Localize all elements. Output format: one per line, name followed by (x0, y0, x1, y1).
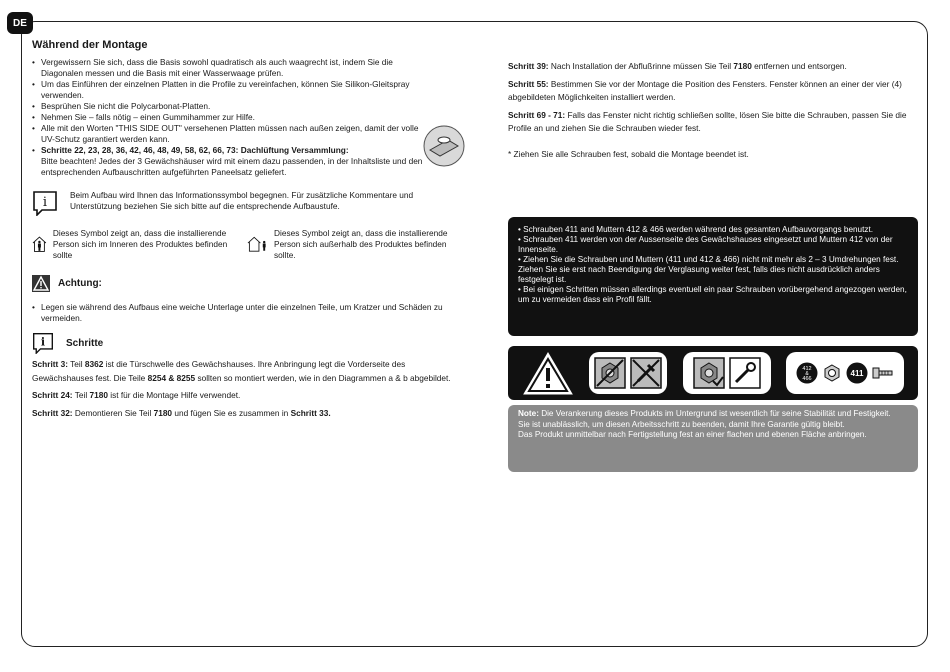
svg-text:i: i (40, 335, 46, 349)
list-item: • Ziehen Sie die Schrauben und Muttern (411 und 412 & 466) nicht mit mehr als 2 – 3 Umdrehungen fest. Ziehen Sie sie erst nach Beendigung der Verglasung weiter fest, falls dies nicht ausdrücklich anders festgelegt ist. (518, 255, 899, 284)
montage-title: Während der Montage (32, 39, 148, 51)
person-inside-text: Dieses Symbol zeigt an, dass die installierende Person sich im Inneren des Produktes befinden sollte (52, 228, 228, 260)
person-inside-icon (32, 228, 47, 260)
step-69-71-text (508, 109, 920, 136)
step-label: Schritt 39: (508, 61, 549, 71)
caution-triangle-icon (522, 350, 574, 396)
note-line-2: Sie ist unablässlich, um diesen Arbeitsschritt zu beenden, damit Ihre Garantie gültig bleibt. (518, 419, 845, 429)
part-number: 8362 (84, 359, 104, 369)
step-32-text (32, 407, 464, 421)
screw-number: 411 (850, 369, 864, 378)
step-text: entfernen und entsorgen. (751, 61, 847, 71)
info-text: Beim Aufbau wird Ihnen das Informationssymbol begegnen. Für zusätzliche Kommentare und Unterstützung beziehen Sie sich bitte auf die entsprechende Aufbaustufe. (70, 190, 414, 211)
part-number: 7180 (89, 390, 108, 400)
steps-list (32, 145, 464, 178)
step-text: Teil (67, 359, 85, 369)
screws-info-list (518, 225, 908, 305)
step-39-text (508, 60, 920, 74)
step-text: Nach Installation der Abflußrinne müssen Sie Teil (548, 61, 734, 71)
person-inside-block (32, 228, 237, 261)
step-label: Schritt 55: (508, 78, 549, 89)
nut-number-bottom: 466 (802, 376, 812, 382)
step-55-text (508, 78, 920, 105)
screw-icon (872, 363, 894, 383)
list-item: • Besprühen Sie nicht die Polycarbonat-Platten. (32, 101, 422, 112)
step-3-text (32, 358, 464, 385)
step-text: ist für die Montage Hilfe verwendet. (107, 390, 241, 400)
note-box (508, 405, 918, 472)
list-item: • Um das Einführen der einzelnen Platten in die Profile zu vereinfachen, können Sie Silikon-Gleitspray verwenden. (32, 79, 422, 101)
no-tighten-icons (589, 352, 667, 394)
person-outside-text: Dieses Symbol zeigt an, dass die installierende Person sich außerhalb des Produktes befinden sollte. (274, 228, 448, 260)
list-item: • Schrauben 411 werden von der Aussenseite des Gewächshauses eingesetzt und Muttern 412 von der Innenseite. (518, 235, 893, 254)
list-item: • Vergewissern Sie sich, dass die Basis sowohl quadratisch als auch waagrecht ist, indem Sie die Diagonalen messen und die Basis mit einer Wasserwaage prüfen. (32, 57, 422, 79)
list-item: • Schrauben 411 and Muttern 412 & 466 werden während des gesamten Aufbauvorgangs benutzt. (518, 225, 874, 234)
nut-check-icon (693, 357, 725, 389)
schritte-heading (32, 332, 464, 354)
achtung-heading (32, 275, 464, 292)
list-item: • Nehmen Sie – falls nötig – einen Gummihammer zur Hilfe. (32, 112, 422, 123)
step-text: Teil (72, 390, 90, 400)
tool-icon-bar (508, 346, 918, 400)
list-item: • Alle mit den Worten "THIS SIDE OUT" versehenen Platten müssen nach außen zeigen, damit der volle UV-Schutz garantiert werden kann. (32, 123, 422, 145)
step-text: ist die Türschwelle des Gewächshauses. Ihre Anbringung legt die Vorderseite des Gewächshauses fest. Die Teile (32, 359, 406, 383)
note-line-1 (518, 409, 908, 420)
step-label: Schritt 24: (32, 390, 73, 400)
svg-text:i: i (42, 195, 48, 210)
info-icon (32, 190, 58, 216)
nut-crossed-icon (594, 357, 626, 389)
step-text: sollten so montiert werden, wie in den Diagrammen a & b abgebildet. (195, 372, 451, 383)
step-label: Schritt 32: (32, 407, 73, 418)
right-column (508, 60, 920, 165)
spray-sheet-icon (422, 124, 466, 168)
step-text: Bestimmen Sie vor der Montage die Position des Fensters. Fenster können an einer der vier (4) abgebildeten Möglichkeiten installiert werden. (508, 78, 902, 102)
nut-icon (822, 363, 842, 383)
nut-number-top: 412 (802, 366, 812, 372)
nut-badge-icon (796, 362, 818, 384)
tighten-icons (683, 352, 771, 394)
screws-info-box (508, 217, 918, 336)
step-text: Falls das Fenster nicht richtig schließen sollte, lösen Sie bitte die Schrauben, passen Sie die Profile an und ziehen Sie die Schrauben wieder fest. (508, 109, 907, 133)
screw-badge-icon (846, 362, 868, 384)
fastener-icons (786, 352, 904, 394)
tool-crossed-icon (630, 357, 662, 389)
step-text: und fügen Sie es zusammen in (172, 407, 291, 418)
part-number: 7180 (733, 61, 752, 71)
list-item (32, 145, 464, 178)
step-24-text (32, 389, 464, 403)
part-number: 7180 (153, 407, 173, 418)
footnote: * Ziehen Sie alle Schrauben fest, sobald die Montage beendet ist. (508, 148, 749, 159)
left-column (32, 40, 464, 420)
steps-bullet-bold: Schritte 22, 23, 28, 36, 42, 46, 48, 49, 58, 62, 66, 73: Dachlüftung Versammlung: (41, 145, 349, 155)
language-tag: DE (7, 12, 33, 34)
note-line-3: Das Produkt unmittelbar nach Fertigstellung fest an einer flachen und ebenen Fläche anbringen. (518, 430, 867, 439)
montage-list (32, 57, 422, 145)
warning-icon (32, 275, 50, 292)
step-reference: Schritt 33. (290, 407, 331, 418)
person-outside-icon (247, 228, 268, 260)
wrench-icon (729, 357, 761, 389)
step-text: Demontieren Sie Teil (72, 407, 154, 418)
list-item: • Legen sie während des Aufbaus eine weiche Unterlage unter die einzelnen Teile, um Kratzer und Schäden zu vermeiden. (32, 302, 452, 324)
person-symbols (32, 228, 464, 261)
part-number: 8254 & 8255 (147, 372, 196, 383)
achtung-list (32, 302, 452, 324)
info-row (32, 190, 464, 216)
note-text: Die Verankerung dieses Produkts im Untergrund ist wesentlich für seine Stabilität und Festigkeit. (538, 409, 891, 418)
schritte-title: Schritte (66, 337, 104, 349)
achtung-title: Achtung: (58, 278, 102, 289)
step-label: Schritt 3: (32, 359, 68, 369)
steps-bullet-text: Bitte beachten! Jedes der 3 Gewächshäuser wird mit einem dazu passenden, in der Inhaltsliste und den entsprechenden Aufbauschritten aufgeführten Paneelsatz geliefert. (41, 156, 423, 177)
list-item: • Bei einigen Schritten müssen allerdings eventuell ein paar Schrauben vorübergehend angezogen werden, um zu vermeiden dass ein Profil fällt. (518, 285, 907, 304)
person-outside-block (247, 228, 452, 261)
note-label: Note: (518, 409, 539, 418)
step-label: Schritt 69 - 71: (508, 109, 566, 120)
info-icon (32, 332, 54, 354)
nut-number-amp: & (805, 371, 809, 377)
